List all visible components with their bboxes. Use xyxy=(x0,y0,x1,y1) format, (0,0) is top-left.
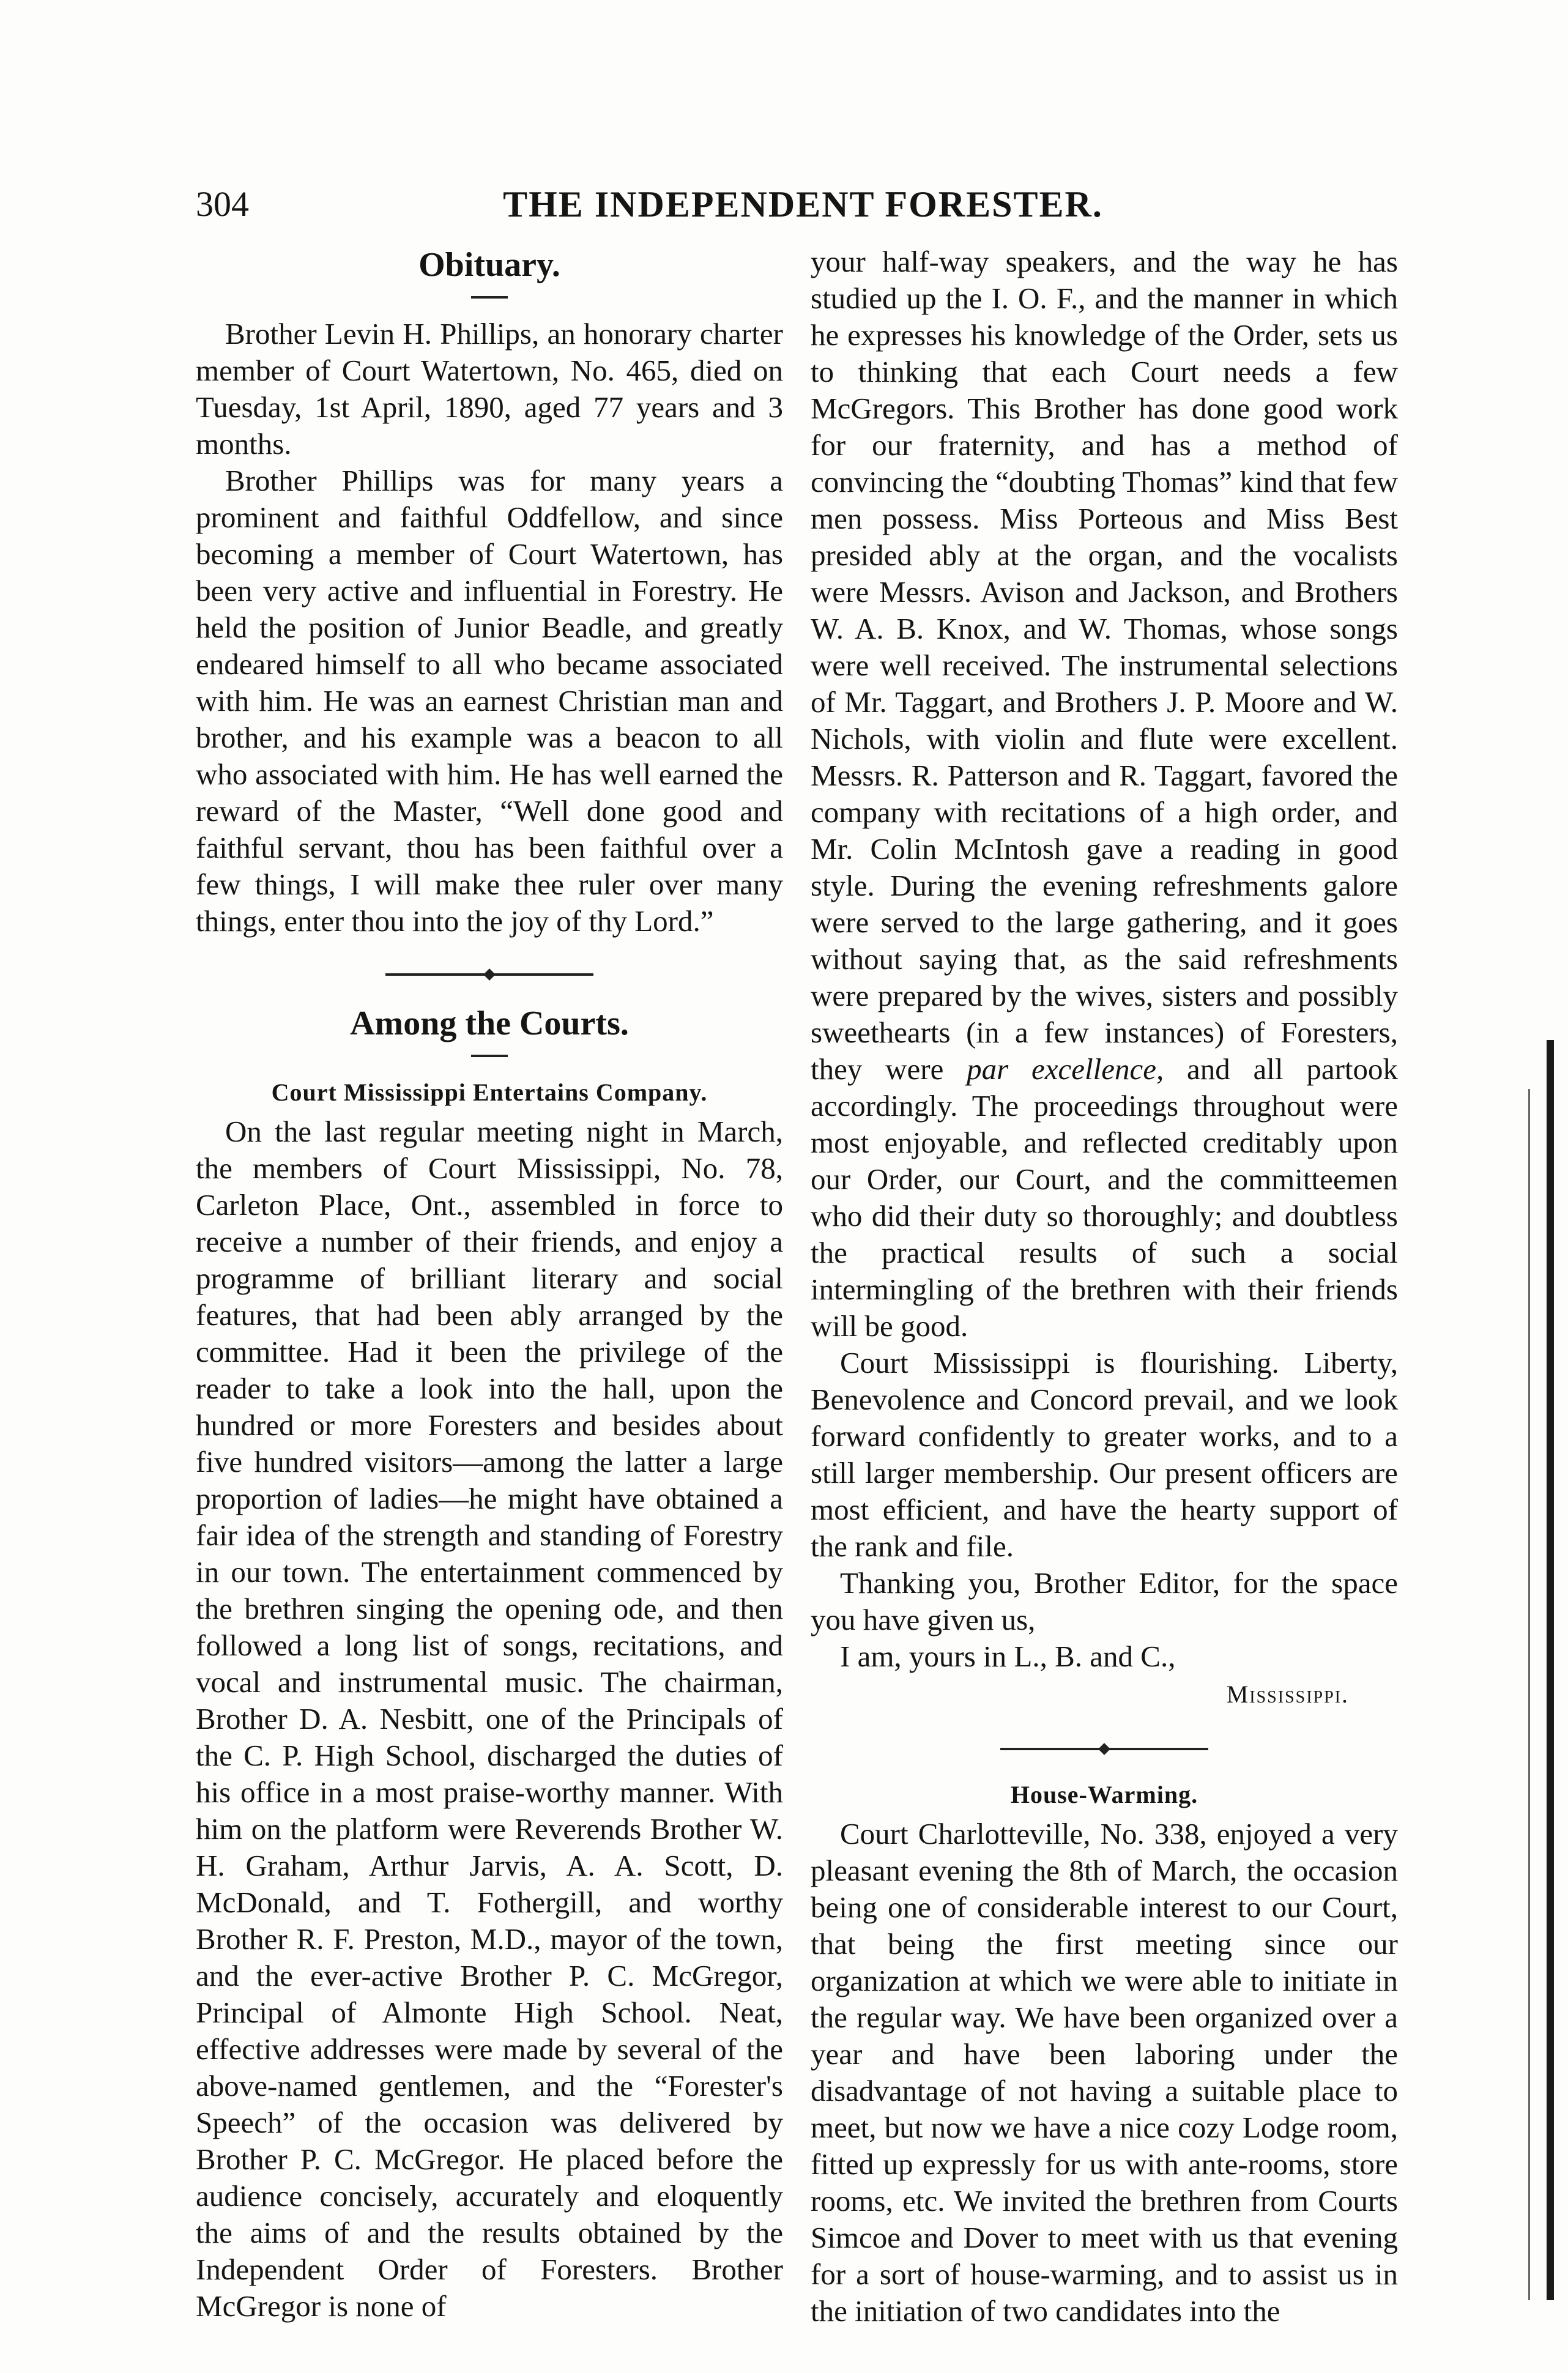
article-paragraph-continued xyxy=(811,243,1398,1345)
running-title: THE INDEPENDENT FORESTER. xyxy=(503,184,1103,225)
article-paragraph: Court Charlotteville, No. 338, enjoyed a very pleasant evening the 8th of March, the occasion being one of considerable interest to our Court, that being the first meeting since our organization at which we were able to initiate in the regular way. We have been organized over a year and have been laboring under the disadvantage of not having a suitable place to meet, but now we have a nice cozy Lodge room, fitted up expressly for us with ante-rooms, store rooms, etc. We invited the brethren from Courts Simcoe and Dover to meet with us that evening for a sort of house-warming, and to assist us in the initiation of two candidates into the xyxy=(811,1817,1398,2328)
obituary-heading: Obituary. xyxy=(418,246,560,284)
article-paragraph: On the last regular meeting night in March, the members of Court Mississippi, No. 78, Carleton Place, Ont., assembled in force to receive a number of their friends, and enjoy a programme of brilliant literary and social features, that had been ably arranged by the committee. Had it been the privilege of the reader to take a look into the hall, upon the hundred or more Foresters and besides about five hundred visitors—among the latter a large proportion of ladies—he might have obtained a fair idea of the strength and standing of Forestry in our town. The entertainment commenced by the brethren singing the opening ode, and then followed a long list of songs, recitations, and vocal and instrumental music. The chairman, Brother D. A. Nesbitt, one of the Principals of the C. P. High School, discharged the duties of his office in a most praise-worthy manner. With him on the platform were Reverends Brother W. H. Graham, Arthur Jarvis, A. A. Scott, D. McDonald, and T. Fothergill, and worthy Brother R. F. Preston, M.D., mayor of the town, and the ever-active Brother P. C. McGregor, Principal of Almonte High School. Neat, effective addresses were made by several of the above-named gentlemen, and the “Forester's Speech” of the occasion was delivered by Brother P. C. McGregor. He placed before the audience concisely, accurately and eloquently the aims of and the results obtained by the Independent Order of Foresters. Brother McGregor is none of xyxy=(196,1115,783,2323)
heading-rule xyxy=(471,296,508,299)
letter-closing: I am, yours in L., B. and C., xyxy=(840,1640,1176,1673)
right-column xyxy=(811,243,1398,2330)
left-column xyxy=(196,243,783,2325)
article-text: your half-way speakers, and the way he has studied up the I. O. F., and the manner in which he expresses his knowledge of the Order, sets us to thinking that each Court needs a few McGregors. This Brother has done good work for our fraternity, and has a method of convincing the “doubting Thomas” kind that few men possess. Miss Porteous and Miss Best presided ably at the organ, and the vocalists were Messrs. Avison and Jackson, and Brothers W. A. B. Knox, and W. Thomas, whose songs were well received. The instrumental selections of Mr. Taggart, and Brothers J. P. Moore and W. Nichols, with violin and flute were excellent. Messrs. R. Patterson and R. Taggart, favored the company with recitations of a high order, and Mr. Colin McIntosh gave a reading in good style. During the evening refreshments galore were served to the large gathering, and it goes without saying that, as the said refreshments were prepared by the wives, sisters and possibly sweethearts (in a few instances) of Foresters, they were xyxy=(811,245,1398,1086)
letter-signature: Mississippi. xyxy=(1226,1680,1349,1708)
page-header xyxy=(196,184,1410,245)
article-paragraph: Thanking you, Brother Editor, for the space you have given us, xyxy=(811,1566,1398,1636)
page-number: 304 xyxy=(196,184,249,224)
obituary-paragraph: Brother Levin H. Phillips, an honorary charter member of Court Watertown, No. 465, died on Tuesday, 1st April, 1890, aged 77 years and 3 months. xyxy=(196,317,783,461)
among-the-courts-heading: Among the Courts. xyxy=(350,1005,629,1042)
house-warming-heading: House-Warming. xyxy=(1010,1781,1198,1808)
article-paragraph: Court Mississippi is flourishing. Liberty, Benevolence and Concord prevail, and we look forward confidently to greater works, and to a still larger membership. Our present officers are most efficient, and have the hearty support of the rank and file. xyxy=(811,1346,1398,1563)
section-divider xyxy=(385,965,593,984)
obituary-paragraph: Brother Phillips was for many years a prominent and faithful Oddfellow, and since becoming a member of Court Watertown, has been very active and influential in Forestry. He held the position of Junior Beadle, and greatly endeared himself to all who became associated with him. He was an earnest Christian man and brother, and his example was a beacon to all who associated with him. He has well earned the reward of the Master, “Well done good and faithful servant, thou has been faithful over a few things, I will make thee ruler over many things, enter thou into the joy of thy Lord.” xyxy=(196,464,783,938)
scan-edge-line xyxy=(1528,1089,1530,2300)
article-subheading: Court Mississippi Entertains Company. xyxy=(271,1079,708,1106)
italic-phrase: par excellence, xyxy=(967,1052,1164,1086)
section-divider xyxy=(1000,1740,1208,1758)
heading-rule xyxy=(471,1055,508,1057)
scan-edge-shadow xyxy=(1547,1040,1554,2300)
article-text: and all partook accordingly. The proceedings throughout were most enjoyable, and reflected creditably upon our Order, our Court, and the committeemen who did their duty so thoroughly; and doubtless the practical results of such a social intermingling of the brethren with their friends will be good. xyxy=(811,1052,1398,1343)
